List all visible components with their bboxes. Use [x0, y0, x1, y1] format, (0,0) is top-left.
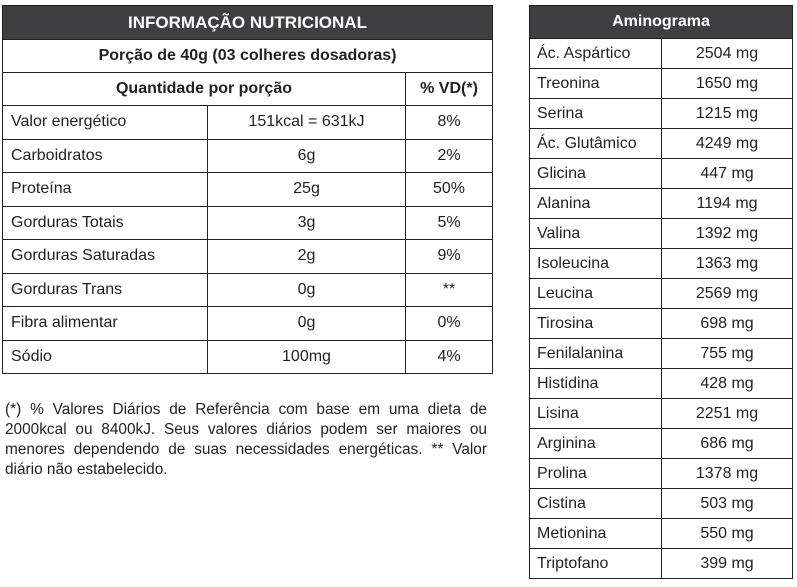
amino-row — [530, 129, 793, 159]
nutrient-name: Fibra alimentar — [3, 307, 208, 341]
amino-name: Alanina — [530, 189, 662, 219]
amino-name: Leucina — [530, 279, 662, 309]
amino-name: Treonina — [530, 69, 662, 99]
nutrition-row — [3, 240, 493, 274]
portion-row — [3, 40, 493, 73]
amino-value: 550 mg — [662, 519, 793, 549]
nutrient-quantity: 100mg — [208, 340, 406, 374]
amino-row — [530, 249, 793, 279]
amino-row — [530, 189, 793, 219]
amino-row — [530, 459, 793, 489]
amino-value: 1650 mg — [662, 69, 793, 99]
amino-name: Glicina — [530, 159, 662, 189]
nutrient-quantity: 3g — [208, 206, 406, 240]
amino-value: 1378 mg — [662, 459, 793, 489]
amino-value: 428 mg — [662, 369, 793, 399]
amino-row — [530, 69, 793, 99]
quantity-header: Quantidade por porção — [3, 73, 406, 106]
amino-name: Triptofano — [530, 549, 662, 579]
amino-row — [530, 489, 793, 519]
nutrition-row — [3, 173, 493, 207]
nutrition-row — [3, 340, 493, 374]
nutrition-row — [3, 206, 493, 240]
amino-name: Serina — [530, 99, 662, 129]
amino-value: 2504 mg — [662, 39, 793, 69]
amino-name: Prolina — [530, 459, 662, 489]
nutrient-vd: ** — [406, 273, 493, 307]
nutrient-quantity: 0g — [208, 307, 406, 341]
nutrient-name: Gorduras Totais — [3, 206, 208, 240]
amino-row — [530, 99, 793, 129]
amino-name: Tirosina — [530, 309, 662, 339]
nutrient-quantity: 2g — [208, 240, 406, 274]
amino-value: 1194 mg — [662, 189, 793, 219]
amino-name: Fenilalanina — [530, 339, 662, 369]
nutrition-column-header-row — [3, 73, 493, 106]
nutrient-vd: 2% — [406, 139, 493, 173]
nutrient-vd: 50% — [406, 173, 493, 207]
amino-value: 2251 mg — [662, 399, 793, 429]
nutrient-name: Proteína — [3, 173, 208, 207]
amino-name: Ác. Glutâmico — [530, 129, 662, 159]
amino-value: 4249 mg — [662, 129, 793, 159]
amino-value: 1215 mg — [662, 99, 793, 129]
nutrient-name: Gorduras Trans — [3, 273, 208, 307]
nutrition-row — [3, 139, 493, 173]
nutrient-name: Carboidratos — [3, 139, 208, 173]
amino-row — [530, 339, 793, 369]
amino-value: 399 mg — [662, 549, 793, 579]
amino-name: Ác. Aspártico — [530, 39, 662, 69]
nutrient-quantity: 25g — [208, 173, 406, 207]
nutrient-quantity: 0g — [208, 273, 406, 307]
amino-name: Valina — [530, 219, 662, 249]
amino-row — [530, 369, 793, 399]
amino-name: Arginina — [530, 429, 662, 459]
amino-name: Isoleucina — [530, 249, 662, 279]
nutrient-name: Sódio — [3, 340, 208, 374]
amino-value: 755 mg — [662, 339, 793, 369]
nutrient-vd: 8% — [406, 106, 493, 140]
footnote: (*) % Valores Diários de Referência com base em uma dieta de 2000kcal ou 8400kJ. Seus valores diários podem ser maiores ou menores dependendo de suas necessidades energéticas. ** Valor diário não estabelecido. — [5, 401, 487, 479]
portion-label: Porção de 40g (03 colheres dosadoras) — [3, 40, 493, 73]
amino-value: 1392 mg — [662, 219, 793, 249]
amino-row — [530, 279, 793, 309]
nutrition-title-row — [3, 6, 493, 40]
nutrition-row — [3, 273, 493, 307]
amino-row — [530, 39, 793, 69]
amino-row — [530, 429, 793, 459]
amino-row — [530, 309, 793, 339]
nutrient-vd: 4% — [406, 340, 493, 374]
nutrition-row — [3, 307, 493, 341]
amino-value: 503 mg — [662, 489, 793, 519]
amino-value: 447 mg — [662, 159, 793, 189]
aminogram-title-row — [530, 6, 793, 39]
aminogram-title: Aminograma — [530, 6, 793, 39]
aminogram-table — [529, 5, 793, 579]
amino-name: Metionina — [530, 519, 662, 549]
amino-name: Cistina — [530, 489, 662, 519]
amino-row — [530, 219, 793, 249]
amino-value: 1363 mg — [662, 249, 793, 279]
amino-row — [530, 549, 793, 579]
amino-row — [530, 519, 793, 549]
nutrient-vd: 0% — [406, 307, 493, 341]
amino-name: Lisina — [530, 399, 662, 429]
nutrient-name: Gorduras Saturadas — [3, 240, 208, 274]
nutrient-quantity: 6g — [208, 139, 406, 173]
nutrient-name: Valor energético — [3, 106, 208, 140]
nutrient-vd: 5% — [406, 206, 493, 240]
vd-header: % VD(*) — [406, 73, 493, 106]
amino-value: 2569 mg — [662, 279, 793, 309]
amino-row — [530, 399, 793, 429]
nutrient-vd: 9% — [406, 240, 493, 274]
amino-row — [530, 159, 793, 189]
amino-name: Histidina — [530, 369, 662, 399]
nutrition-row — [3, 106, 493, 140]
nutrition-title: INFORMAÇÃO NUTRICIONAL — [3, 6, 493, 40]
amino-value: 686 mg — [662, 429, 793, 459]
nutrient-quantity: 151kcal = 631kJ — [208, 106, 406, 140]
amino-value: 698 mg — [662, 309, 793, 339]
nutrition-facts-table — [2, 5, 493, 374]
